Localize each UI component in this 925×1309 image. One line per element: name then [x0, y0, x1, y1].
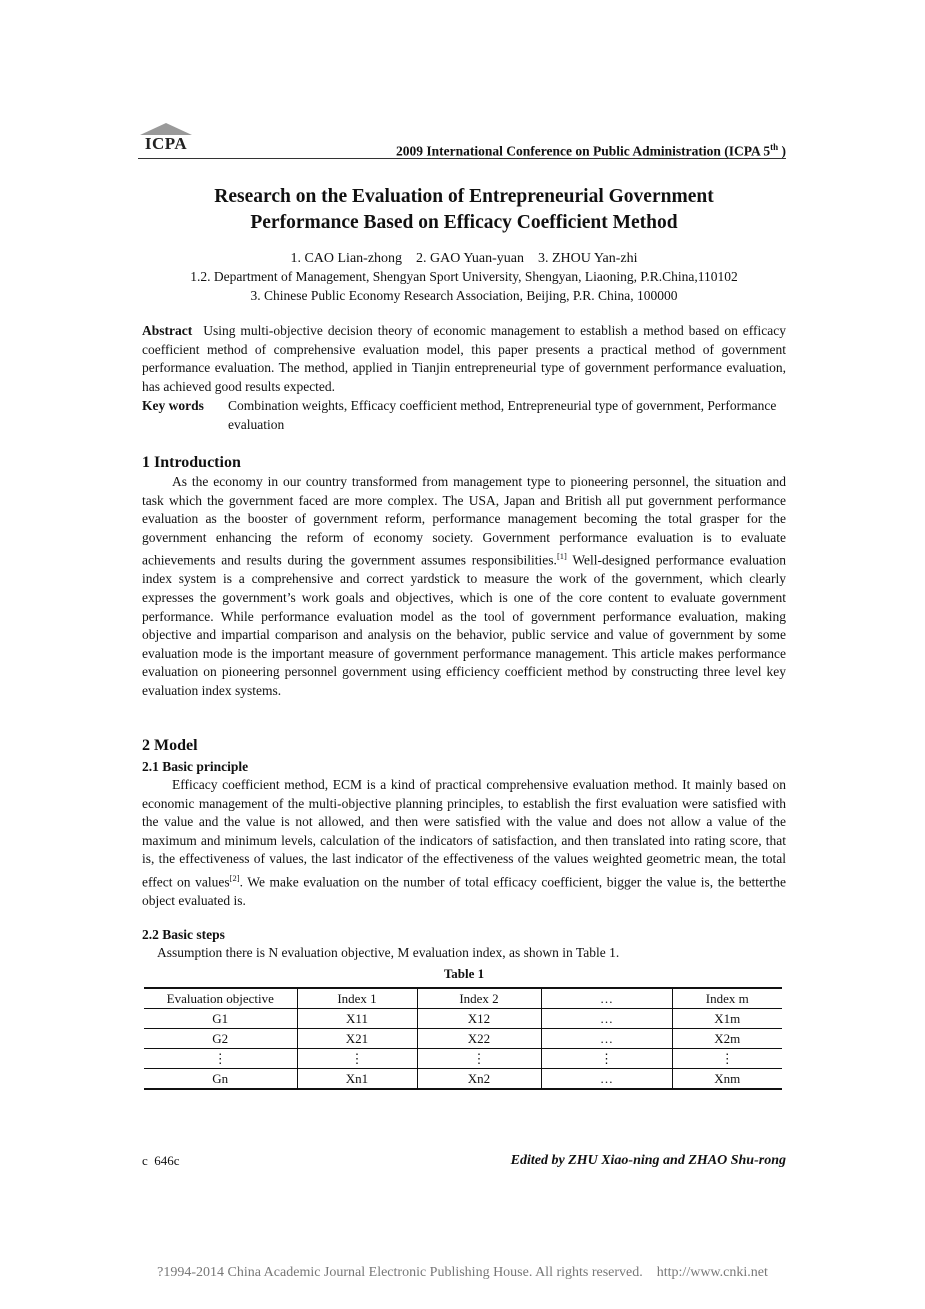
table-cell: Xn1 [297, 1069, 417, 1090]
table-cell: … [541, 1029, 672, 1049]
page-number: c 646c [142, 1153, 180, 1168]
paper-title [140, 184, 788, 236]
table-cell: ⋮ [297, 1049, 417, 1069]
table-row [144, 1069, 782, 1090]
abstract-label: Abstract [142, 323, 193, 338]
section-heading-introduction: 1 Introduction [142, 454, 241, 471]
table-row [144, 1009, 782, 1029]
introduction-paragraph: As the economy in our country transformed from management type to pioneering personnel, the situation and task which the government faced are more complex. The USA, Japan and British all put government performance evaluation as the booster of government reform, performance management becoming the total grasper for the government enhancing the reform of economy society. Government performance evaluation is to evaluate achievements and results during the government assumes responsibilities.[1] Well-designed performance evaluation index system is a comprehensive and correct yardstick to measure the work of the government, which clearly expresses the government’s work goals and objectives, which is one of the core content to evaluate government performance. While performance evaluation model as the tool of government performance evaluation, making objective and impartial comparison and analysis on the behavior, public service and value of government by some evaluation mode is the important measure of government performance management. This article makes performance evaluation on pioneering personnel government using efficiency coefficient method by constructing three level key evaluation index systems. [142, 474, 786, 699]
table-header-cell: Evaluation objective [166, 990, 274, 1006]
title-line-2: Performance Based on Efficacy Coefficient Method [250, 212, 678, 233]
table-caption: Table 1 [443, 966, 485, 981]
table-cell: X1m [672, 1009, 782, 1029]
table-cell: X22 [417, 1029, 541, 1049]
table-cell: G2 [212, 1030, 229, 1046]
table-cell: Xn2 [417, 1069, 541, 1090]
header-rule [138, 158, 786, 159]
table-cell: Gn [212, 1070, 229, 1086]
table-cell: Xnm [672, 1069, 782, 1090]
table-cell: X2m [672, 1029, 782, 1049]
affiliation-1: 1.2. Department of Management, Shengyan Sport University, Shengyan, Liaoning, P.R.China,110102 [190, 269, 738, 284]
table-row [144, 1049, 782, 1069]
citation-2: [2] [229, 872, 240, 883]
table-cell: X21 [297, 1029, 417, 1049]
table-cell: X11 [297, 1009, 417, 1029]
table-cell: ⋮ [541, 1049, 672, 1069]
affiliations [140, 268, 788, 305]
copyright-notice: ?1994-2014 China Academic Journal Electronic Publishing House. All rights reserved. http://www.cnki.net [157, 1265, 768, 1280]
abstract [142, 322, 786, 396]
basic-steps-text: Assumption there is N evaluation objective, M evaluation index, as shown in Table 1. [157, 945, 620, 960]
abstract-text: Using multi-objective decision theory of economic management to establish a method based on efficacy coefficient method of comprehensive evaluation model, this paper presents a practical method of government performance evaluation. The method, applied in Tianjin entrepreneurial type of government performance evaluation, has achieved good results expected. [142, 323, 787, 394]
table-header-row [144, 988, 782, 1009]
table-cell: ⋮ [417, 1049, 541, 1069]
table-cell: … [541, 1069, 672, 1090]
icpa-logo [138, 122, 194, 158]
authors: 1. CAO Lian-zhong 2. GAO Yuan-yuan 3. ZHOU Yan-zhi [290, 251, 638, 266]
subsection-basic-steps: 2.2 Basic steps [142, 927, 225, 942]
citation-1: [1] [556, 551, 567, 562]
table-cell: G1 [212, 1010, 229, 1026]
basic-principle-paragraph: Efficacy coefficient method, ECM is a kind of practical comprehensive evaluation method. It mainly based on economic management of the multi-objective planning principles, to establish the first evaluation were satisfied with the value and the value is not allowed, and then were satisfied with the value and does not allow a value of the maximum and minimum levels, calculation of the indicators of satisfaction, and then translated into rating score, that is, the effectiveness of values, the last indicator of the effectiveness of the values weighted geometric mean, the total effect on values[2]. We make evaluation on the number of total efficacy coefficient, bigger the value is, the betterthe object evaluated is. [142, 777, 786, 909]
affiliation-2: 3. Chinese Public Economy Research Association, Beijing, P.R. China, 100000 [250, 287, 678, 303]
table-header-cell: Index 1 [297, 988, 417, 1009]
subsection-basic-principle: 2.1 Basic principle [142, 759, 249, 774]
title-line-1: Research on the Evaluation of Entrepreneurial Government [214, 186, 714, 207]
conference-title: 2009 International Conference on Public Administration (ICPA 5th ) [395, 142, 786, 159]
table-header-cell: … [541, 988, 672, 1009]
section-heading-model: 2 Model [142, 737, 198, 754]
logo-text: ICPA [144, 134, 188, 153]
table-cell: X12 [417, 1009, 541, 1029]
table-header-cell: Index 2 [417, 988, 541, 1009]
table-cell: ⋮ [672, 1049, 782, 1069]
table-cell: … [541, 1009, 672, 1029]
keywords-label: Key words [142, 398, 204, 413]
table-cell: ⋮ [213, 1050, 227, 1066]
table-header-cell: Index m [672, 988, 782, 1009]
keywords-text: Combination weights, Efficacy coefficient method, Entrepreneurial type of government, Performance evaluation [228, 398, 777, 432]
table-row [144, 1029, 782, 1049]
editor-credit: Edited by ZHU Xiao-ning and ZHAO Shu-rong [510, 1153, 786, 1168]
keywords [142, 397, 786, 434]
table-1 [144, 987, 782, 1090]
